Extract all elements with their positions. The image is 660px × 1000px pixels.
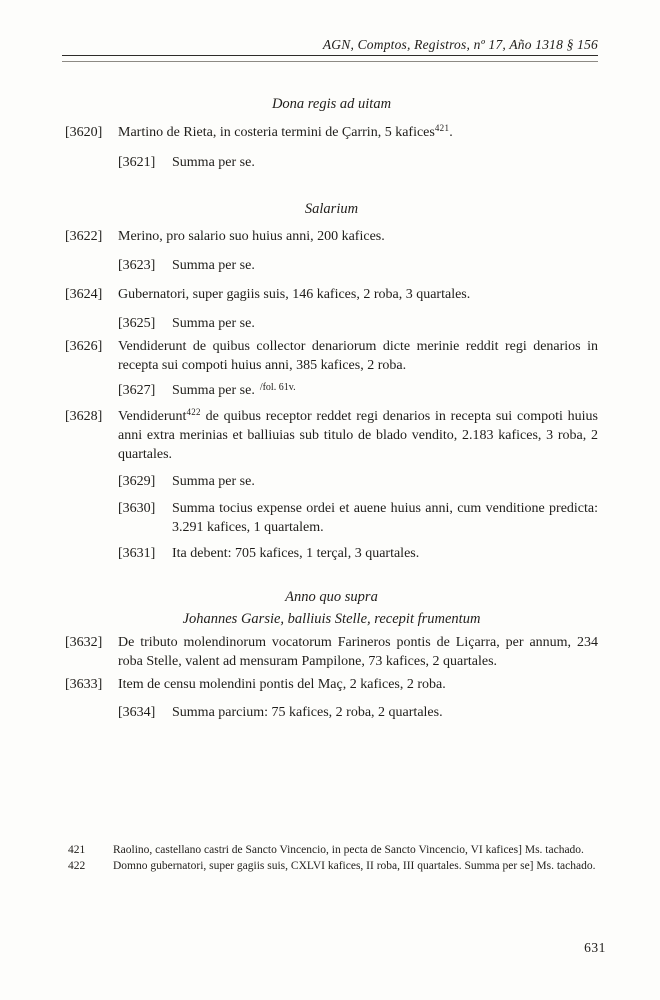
entry-3624 [65, 285, 598, 304]
footnote-422 [68, 859, 597, 875]
entry-3634 [118, 703, 598, 722]
footnote-ref-421: 421 [434, 123, 450, 133]
entry-text-main: Martino de Rieta, in costeria termini de Çarrin, 5 kafices [118, 125, 435, 140]
entry-3623 [118, 256, 598, 275]
entry-text: Summa per se. [172, 155, 255, 170]
footnotes-block [68, 843, 597, 874]
running-head: AGN, Comptos, Registros, nº 17, Año 1318 § 156 [322, 37, 598, 52]
entry-text: Merino, pro salario suo huius anni, 200 kafices. [118, 229, 385, 244]
entry-text: Gubernatori, super gagiis suis, 146 kafices, 2 roba, 3 quartales. [118, 287, 471, 302]
entry-text-main: Vendiderunt [118, 409, 187, 424]
footnote-number: 421 [68, 844, 86, 856]
entry-text: De tributo molendinorum vocatorum Farineros pontis de Liçarra, per annum, 234 roba Stelle, valent ad mensuram Pampilone, 73 kafices, 2 quartales. [118, 635, 598, 669]
footnote-text: Domno gubernatori, super gagiis suis, CXLVI kafices, II roba, III quartales. Summa per se] Ms. tachado. [113, 859, 596, 872]
entry-text-end: . [449, 125, 453, 140]
entry-number: [3624] [65, 287, 103, 302]
footnote-ref-422: 422 [186, 407, 201, 417]
entry-text [118, 407, 598, 464]
entry-3621 [118, 153, 598, 172]
entry-3629 [118, 472, 598, 491]
entry-text [118, 123, 598, 142]
entry-number: [3622] [65, 229, 103, 244]
entry-text: Summa tocius expense ordei et auene huius anni, cum venditione predicta: 3.291 kafices, 1 quartalem. [172, 501, 598, 535]
document-body [65, 62, 598, 722]
entry-number: [3626] [65, 339, 103, 354]
entry-3632 [65, 633, 598, 671]
folio-marker: /fol. 61v. [259, 382, 296, 393]
page-number: 631 [584, 940, 606, 955]
entry-number: [3620] [65, 125, 103, 140]
entry-3628 [65, 407, 598, 464]
section-heading-johannes-garsie: Johannes Garsie, balliuis Stelle, recepit frumentum [182, 611, 481, 627]
entry-number: [3630] [118, 501, 156, 516]
entry-text-end: de quibus receptor reddet regi denarios in recepta sui compoti huius anni extra merinias et balliuias sub titulo de blado vendito, 2.183 kafices, 3 roba, 2 quartales. [118, 409, 598, 462]
entry-text: Summa parcium: 75 kafices, 2 roba, 2 quartales. [172, 705, 443, 720]
entry-text: Summa per se. [172, 258, 255, 273]
entry-number: [3631] [118, 546, 156, 561]
entry-3625 [118, 314, 598, 333]
footnote-number: 422 [68, 859, 86, 872]
section-heading-anno-quo-supra: Anno quo supra [285, 589, 378, 605]
entry-text: Ita debent: 705 kafices, 1 terçal, 3 quartales. [172, 546, 420, 561]
footnote-421 [68, 843, 597, 859]
entry-number: [3627] [118, 383, 156, 398]
section-heading-salarium: Salarium [304, 201, 359, 217]
entry-3622 [65, 227, 598, 246]
entry-text: Vendiderunt de quibus collector denariorum dicte merinie reddit regi denarios in recepta sui compoti huius anni, 385 kafices, 2 roba. [118, 339, 598, 373]
entry-number: [3632] [65, 635, 103, 650]
entry-number: [3621] [118, 155, 156, 170]
entry-text: Summa per se. [172, 474, 255, 489]
entry-3630 [118, 499, 598, 537]
entry-text-main: Summa per se. [172, 383, 255, 398]
entry-text [172, 381, 598, 401]
entry-3627 [118, 381, 598, 401]
entry-3620 [65, 123, 598, 142]
entry-number: [3629] [118, 474, 156, 489]
entry-3631 [118, 544, 598, 563]
section-heading-dona-regis: Dona regis ad uitam [271, 96, 392, 112]
header-rule-top [62, 55, 598, 56]
entry-text: Summa per se. [172, 316, 255, 331]
footnote-text: Raolino, castellano castri de Sancto Vincencio, in pecta de Sancto Vincencio, VI kafices] Ms. tachado. [113, 844, 584, 856]
entry-3633 [65, 675, 598, 694]
entry-number: [3623] [118, 258, 156, 273]
entry-number: [3625] [118, 316, 156, 331]
entry-number: [3634] [118, 705, 156, 720]
entry-number: [3628] [65, 409, 103, 424]
entry-3626 [65, 337, 598, 375]
entry-number: [3633] [65, 677, 103, 692]
entry-text: Item de censu molendini pontis del Maç, 2 kafices, 2 roba. [118, 677, 446, 692]
